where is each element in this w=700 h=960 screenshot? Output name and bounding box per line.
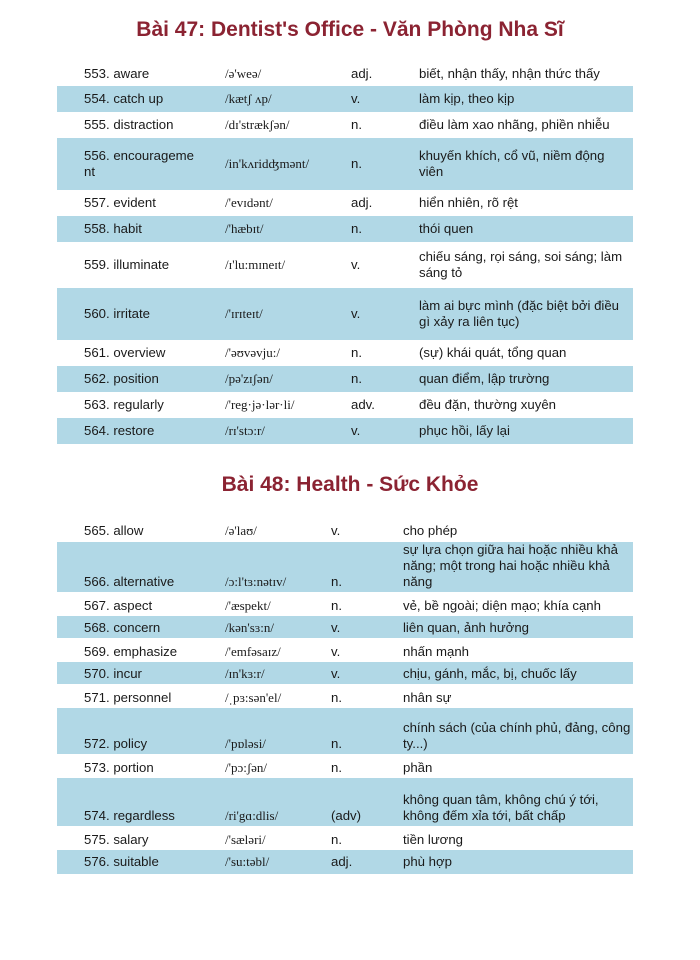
- table-row: [57, 392, 633, 418]
- table-row: [57, 592, 633, 616]
- pronunciation: /'evɪdənt/: [225, 195, 273, 210]
- word: 560. irritate: [84, 306, 150, 321]
- meaning: điều làm xao nhãng, phiền nhiễu: [419, 117, 610, 132]
- pronunciation: /ˌpɜ:sən'el/: [225, 690, 282, 705]
- word: 563. regularly: [84, 397, 164, 412]
- meaning: liên quan, ảnh hưởng: [403, 620, 530, 635]
- table-row: [57, 242, 633, 288]
- part-of-speech: v.: [351, 306, 361, 321]
- part-of-speech: n.: [331, 832, 342, 847]
- word: 557. evident: [84, 195, 156, 210]
- table-row: [57, 662, 633, 684]
- meaning: (sự) khái quát, tổng quan: [419, 345, 567, 360]
- part-of-speech: n.: [351, 221, 362, 236]
- word: 556. encourageme nt: [84, 148, 194, 179]
- part-of-speech: n.: [351, 345, 362, 360]
- part-of-speech: v.: [331, 523, 341, 538]
- table-row: [57, 708, 633, 754]
- word: 568. concern: [84, 620, 161, 635]
- pronunciation: /ə'laʊ/: [225, 523, 257, 538]
- table-row: [57, 638, 633, 662]
- lesson-47-vocab-table: [57, 62, 633, 444]
- part-of-speech: (adv): [331, 808, 362, 823]
- table-row: [57, 418, 633, 444]
- word: 569. emphasize: [84, 644, 178, 659]
- pronunciation: /'hæbɪt/: [225, 221, 264, 236]
- meaning: tiền lương: [403, 832, 464, 847]
- pronunciation: /rɪ'stɔ:r/: [225, 423, 265, 438]
- pronunciation: /ɪ'lu:mɪneɪt/: [225, 257, 286, 272]
- table-row: [57, 616, 633, 638]
- table-row: [57, 826, 633, 850]
- table-row: [57, 86, 633, 112]
- part-of-speech: n.: [351, 156, 362, 171]
- word: 561. overview: [84, 345, 166, 360]
- meaning: không quan tâm, không chú ý tới, không đếm xỉa tới, bất chấp: [403, 792, 599, 823]
- meaning: thói quen: [419, 221, 474, 236]
- part-of-speech: adv.: [351, 397, 375, 412]
- meaning: phù hợp: [403, 854, 452, 869]
- pronunciation: /'ɪrɪteɪt/: [225, 306, 263, 321]
- meaning: làm kịp, theo kịp: [419, 91, 515, 106]
- word: 570. incur: [84, 666, 142, 681]
- word: 565. allow: [84, 523, 144, 538]
- table-row: [57, 138, 633, 190]
- part-of-speech: v.: [331, 666, 341, 681]
- lesson-47-title: Bài 47: Dentist's Office - Văn Phòng Nha Sĩ: [136, 18, 564, 41]
- pronunciation: /'pɒləsi/: [225, 736, 266, 751]
- part-of-speech: v.: [351, 257, 361, 272]
- word: 575. salary: [84, 832, 149, 847]
- meaning: quan điểm, lập trường: [419, 371, 550, 386]
- meaning: biết, nhận thấy, nhận thức thấy: [419, 66, 600, 81]
- table-row: [57, 778, 633, 826]
- table-row: [57, 850, 633, 874]
- word: 562. position: [84, 371, 159, 386]
- pronunciation: /ə'weə/: [225, 66, 262, 81]
- word: 573. portion: [84, 760, 154, 775]
- table-row: [57, 190, 633, 216]
- part-of-speech: n.: [331, 690, 342, 705]
- part-of-speech: n.: [331, 736, 342, 751]
- meaning: đều đặn, thường xuyên: [419, 397, 556, 412]
- part-of-speech: n.: [331, 598, 342, 613]
- word: 571. personnel: [84, 690, 172, 705]
- meaning: nhấn mạnh: [403, 644, 469, 659]
- pronunciation: /ri'gɑ:dlis/: [225, 808, 279, 823]
- part-of-speech: n.: [331, 760, 342, 775]
- word: 574. regardless: [84, 808, 175, 823]
- pronunciation: /'su:təbl/: [225, 854, 270, 869]
- table-row: [57, 216, 633, 242]
- pronunciation: /in'kʌridʤmənt/: [225, 156, 310, 171]
- table-row: [57, 520, 633, 542]
- meaning: chiếu sáng, rọi sáng, soi sáng; làm sáng tỏ: [419, 249, 623, 280]
- meaning: sự lựa chọn giữa hai hoặc nhiều khả năng; một trong hai hoặc nhiều khả năng: [403, 542, 618, 589]
- part-of-speech: adj.: [351, 66, 373, 81]
- word: 559. illuminate: [84, 257, 170, 272]
- word: 555. distraction: [84, 117, 174, 132]
- table-row: [57, 366, 633, 392]
- part-of-speech: v.: [331, 644, 341, 659]
- pronunciation: /ɔ:l'tɜ:nətɪv/: [225, 574, 287, 589]
- meaning: khuyến khích, cổ vũ, niềm động viên: [419, 148, 605, 179]
- table-row: [57, 112, 633, 138]
- meaning: phục hồi, lấy lại: [419, 423, 510, 438]
- part-of-speech: n.: [351, 371, 362, 386]
- lesson-48-title: Bài 48: Health - Sức Khỏe: [221, 473, 479, 496]
- table-row: [57, 542, 633, 592]
- meaning: vẻ, bề ngoài; diện mạo; khía cạnh: [403, 598, 601, 613]
- word: 564. restore: [84, 423, 155, 438]
- part-of-speech: n.: [331, 574, 342, 589]
- word: 567. aspect: [84, 598, 153, 613]
- pronunciation: /'sæləri/: [225, 832, 266, 847]
- meaning: chịu, gánh, mắc, bị, chuốc lấy: [403, 666, 577, 681]
- table-row: [57, 684, 633, 708]
- pronunciation: /'emfəsaɪz/: [225, 644, 281, 659]
- lesson-48-vocab-table: [57, 520, 633, 874]
- meaning: phần: [403, 760, 433, 775]
- pronunciation: /'pɔ:ʃən/: [225, 760, 268, 775]
- table-row: [57, 340, 633, 366]
- word: 572. policy: [84, 736, 148, 751]
- meaning: chính sách (của chính phủ, đảng, công ty...): [403, 720, 631, 751]
- word: 576. suitable: [84, 854, 159, 869]
- part-of-speech: v.: [351, 423, 361, 438]
- pronunciation: /dɪ'strækʃən/: [225, 117, 290, 132]
- pronunciation: /'əʊvəvju:/: [225, 345, 280, 360]
- part-of-speech: n.: [351, 117, 362, 132]
- meaning: làm ai bực mình (đặc biệt bởi điều gì xảy ra liên tục): [419, 298, 619, 329]
- part-of-speech: adj.: [331, 854, 353, 869]
- pronunciation: /kən'sɜ:n/: [225, 620, 274, 635]
- table-row: [57, 754, 633, 778]
- pronunciation: /ɪn'kɜ:r/: [225, 666, 265, 681]
- pronunciation: /'reg·jə·lər·li/: [225, 397, 295, 412]
- word: 554. catch up: [84, 91, 164, 106]
- part-of-speech: v.: [351, 91, 361, 106]
- pronunciation: /kætʃ ʌp/: [225, 91, 272, 106]
- pronunciation: /'æspekt/: [225, 598, 271, 613]
- table-row: [57, 288, 633, 340]
- word: 558. habit: [84, 221, 142, 236]
- table-row: [57, 62, 633, 86]
- part-of-speech: adj.: [351, 195, 373, 210]
- part-of-speech: v.: [331, 620, 341, 635]
- meaning: cho phép: [403, 523, 458, 538]
- meaning: hiển nhiên, rõ rệt: [419, 195, 518, 210]
- word: 566. alternative: [84, 574, 175, 589]
- word: 553. aware: [84, 66, 150, 81]
- meaning: nhân sự: [403, 690, 452, 705]
- pronunciation: /pə'zɪʃən/: [225, 371, 273, 386]
